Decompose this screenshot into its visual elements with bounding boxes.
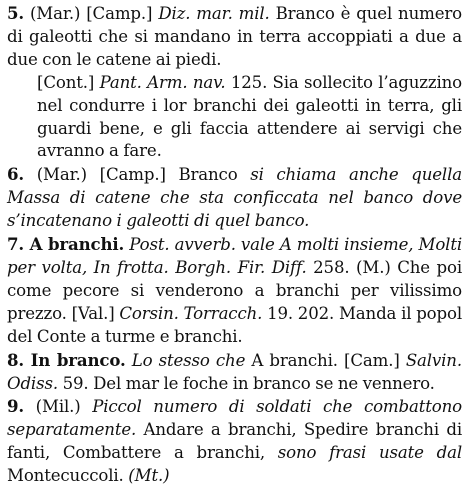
entry-7 xyxy=(7,233,462,349)
entry-text: Montecuccoli. xyxy=(7,466,129,486)
definition-text: Post. avverb. vale A molti insieme, Molti per volta, In frotta. Borgh. Fir. Diff. xyxy=(7,235,462,277)
definition-text: sono frasi usate dal xyxy=(277,443,462,463)
entry-9 xyxy=(7,395,462,488)
entry-text: 258. (M.) Che poi come pecore si venderono a branchi per vilissimo prezzo. [Val.] xyxy=(7,257,462,323)
entry-5 xyxy=(7,2,462,72)
source-citation: Corsin. Torracch. xyxy=(119,303,263,323)
entry-text: Branco è quel numero di galeotti che si mandano in terra accoppiati a due a due con le catene ai piedi. xyxy=(7,4,462,69)
entry-number: 8. xyxy=(7,349,25,370)
entry-text: 19. 202. Manda il popol del Conte a turme e branchi. xyxy=(7,303,462,346)
entry-number: 9. xyxy=(7,396,25,417)
entry-text: A branchi. [Cam.] xyxy=(245,350,406,370)
entry-text: 125. Sia sollecito l’aguzzino nel condurre i lor branchi dei galeotti in terra, gli guardi bene, e gli faccia attendere ai servigi che avranno a fare. xyxy=(37,72,462,161)
entry-text: Andare a branchi, Spedire branchi di fanti, Combattere a branchi, xyxy=(7,420,462,463)
headword: A branchi. xyxy=(24,234,125,255)
source-citation: (Mt.) xyxy=(128,466,170,486)
entry-number: 7. xyxy=(7,234,25,255)
entry-text: 59. Del mar le foche in branco se ne vennero. xyxy=(57,373,435,393)
definition-text: si chiama anche quella Massa di catene che sta conficcata nel banco dove s’incatenano i galeotti di quel banco. xyxy=(7,165,462,231)
headword: In branco. xyxy=(24,349,126,370)
entry-8 xyxy=(7,349,462,396)
entry-6 xyxy=(7,163,462,233)
entry-5-citation xyxy=(7,72,462,164)
source-citation: Diz. mar. mil. xyxy=(158,4,270,23)
definition-text: Lo stesso che xyxy=(125,350,246,370)
entry-number: 5. xyxy=(7,3,25,23)
definition-text: Piccol numero di soldati che combattono separatamente. xyxy=(7,397,462,440)
entry-text: (Mar.) [Camp.] xyxy=(24,4,159,23)
entry-text: (Mar.) [Camp.] Branco xyxy=(24,165,251,185)
entry-text: [Cont.] xyxy=(37,72,100,92)
entry-number: 6. xyxy=(7,164,25,185)
source-citation: Salvin. Odiss. xyxy=(7,350,462,393)
source-citation: Pant. Arm. nav. xyxy=(99,72,226,92)
entry-text: (Mil.) xyxy=(24,397,93,417)
